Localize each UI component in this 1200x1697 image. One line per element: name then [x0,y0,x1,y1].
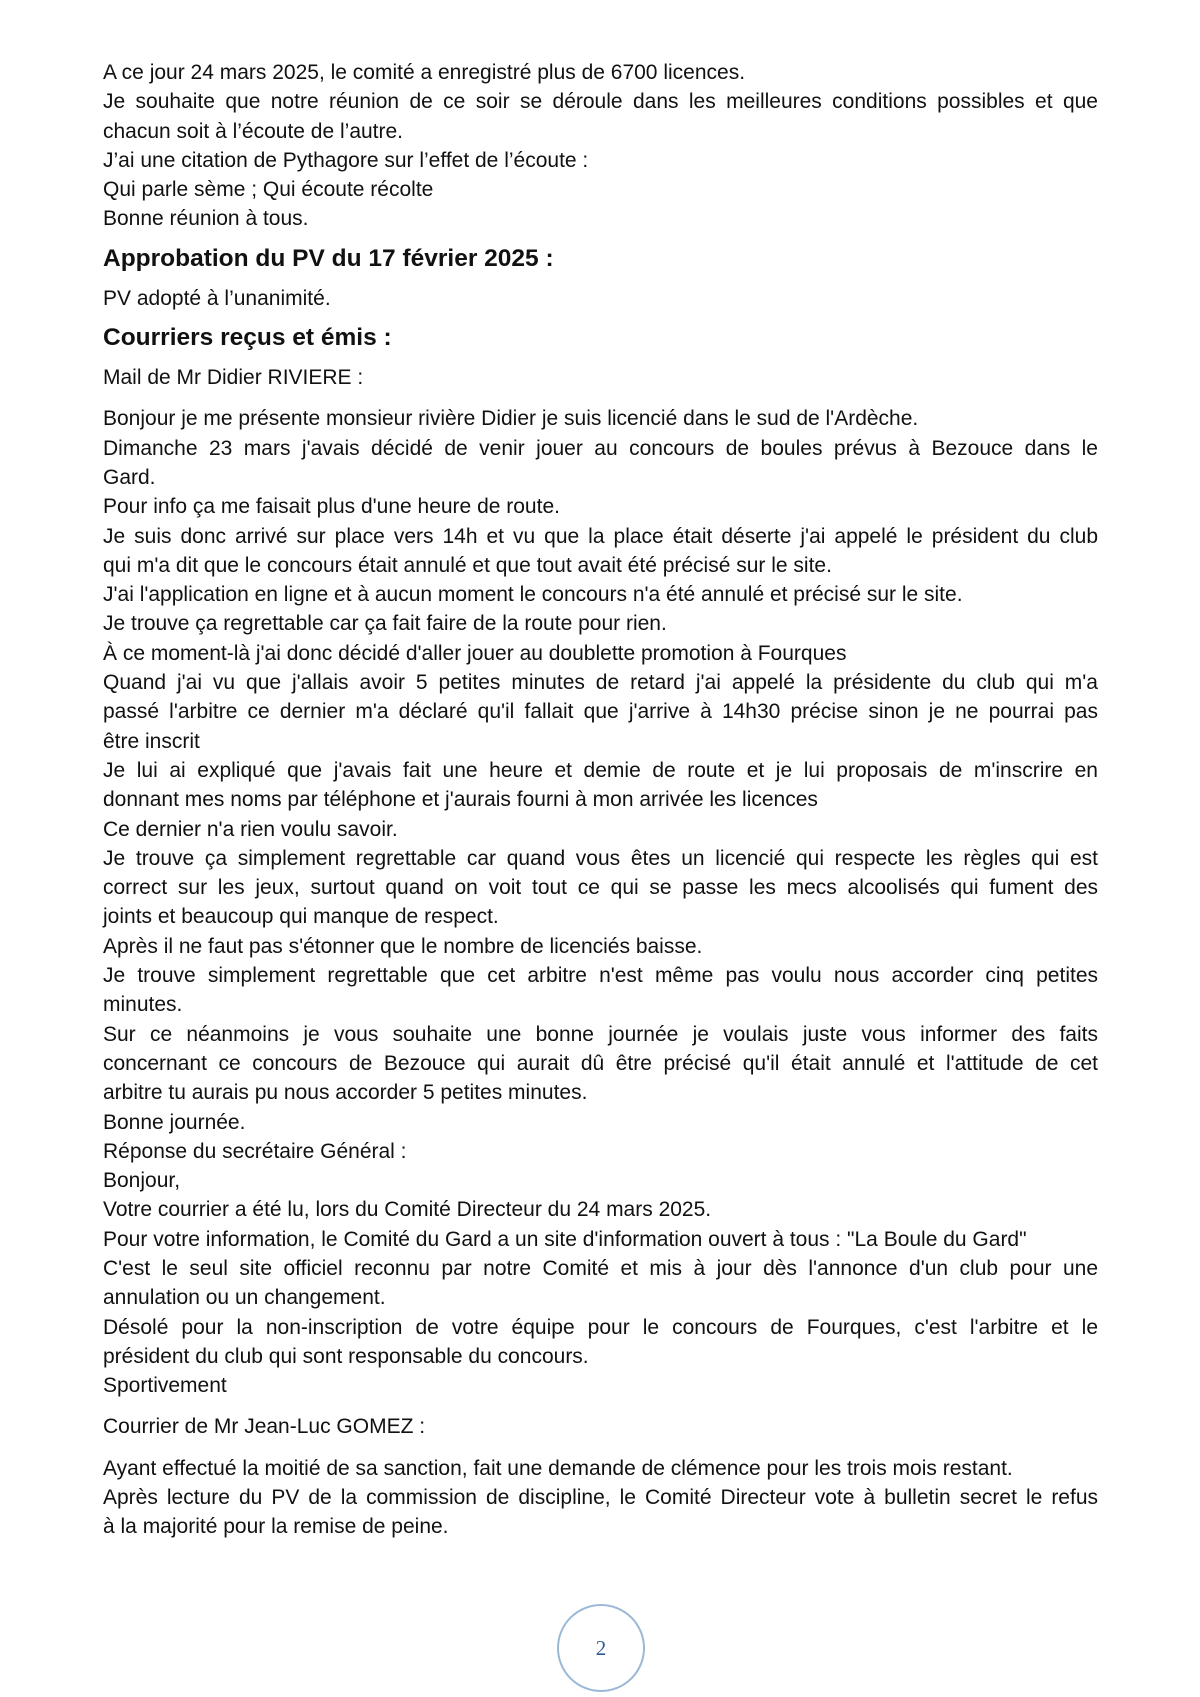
text-line: J'ai l'application en ligne et à aucun moment le concours n'a été annulé et précisé sur le site. [103,583,963,607]
text-line: minutes. [103,993,183,1017]
text-line: Désolé pour la non-inscription de votre équipe pour le concours de Fourques, c'est l'arbitre et le [103,1315,1098,1339]
text-line: Bonne journée. [103,1110,246,1134]
text-line: chacun soit à l’écoute de l’autre. [103,119,404,143]
text-line: Je souhaite que notre réunion de ce soir se déroule dans les meilleures conditions possibles et que [103,90,1098,114]
mail2-body [103,1454,1098,1542]
text-line: Pour votre information, le Comité du Gard a un site d'information ouvert à tous : "La Boule du Gard" [103,1227,1027,1251]
text-line: Ayant effectué la moitié de sa sanction, fait une demande de clémence pour les trois mois restant. [103,1456,1013,1480]
text-line: à la majorité pour la remise de peine. [103,1515,449,1539]
mail1-body [103,404,1098,1400]
page-number-badge [557,1604,645,1692]
text-line: Réponse du secrétaire Général : [103,1139,407,1163]
section-heading-courriers: Courriers reçus et émis : [103,324,392,352]
text-line: qui m'a dit que le concours était annulé et que tout avait été précisé sur le site. [103,553,832,577]
text-line: Quand j'ai vu que j'allais avoir 5 petites minutes de retard j'ai appelé la présidente du club qui m'a [103,671,1098,695]
text-line: Après il ne faut pas s'étonner que le nombre de licenciés baisse. [103,934,703,958]
text-line: joints et beaucoup qui manque de respect. [103,905,499,929]
text-line: Ce dernier n'a rien voulu savoir. [103,817,398,841]
text-line: Dimanche 23 mars j'avais décidé de venir jouer au concours de boules prévus à Bezouce dans le [103,436,1098,460]
text-line: président du club qui sont responsable du concours. [103,1344,589,1368]
text-line: passé l'arbitre ce dernier m'a déclaré qu'il fallait que j'arrive à 14h30 précise sinon je ne pourrai pas [103,700,1098,724]
text-line: Bonne réunion à tous. [103,207,309,231]
text-line: Je suis donc arrivé sur place vers 14h et vu que la place était déserte j'ai appelé le président du club [103,524,1098,548]
text-line: Bonjour je me présente monsieur rivière Didier je suis licencié dans le sud de l'Ardèche. [103,407,919,431]
mail1-title: Mail de Mr Didier RIVIERE : [103,366,364,390]
text-line: Je lui ai expliqué que j'avais fait une heure et demie de route et je lui proposais de m'inscrire en [103,758,1098,782]
text-line: Je trouve ça simplement regrettable car quand vous êtes un licencié qui respecte les règles qui est [103,846,1098,870]
text-line: correct sur les jeux, surtout quand on voit tout ce qui se passe les mecs alcoolisés qui fument des [103,876,1098,900]
text-line: Sur ce néanmoins je vous souhaite une bonne journée je voulais juste vous informer des faits [103,1022,1098,1046]
text-line: Pour info ça me faisait plus d'une heure de route. [103,495,560,519]
text-line: concernant ce concours de Bezouce qui aurait dû être précisé qu'il était annulé et l'attitude de cet [103,1051,1098,1075]
approbation-text: PV adopté à l’unanimité. [103,286,331,310]
text-line: C'est le seul site officiel reconnu par notre Comité et mis à jour dès l'annonce d'un club pour une [103,1256,1098,1280]
text-line: Je trouve ça regrettable car ça fait faire de la route pour rien. [103,612,667,636]
text-line: A ce jour 24 mars 2025, le comité a enregistré plus de 6700 licences. [103,61,746,84]
document-page [103,58,1098,1542]
text-line: Gard. [103,465,156,489]
text-line: Votre courrier a été lu, lors du Comité Directeur du 24 mars 2025. [103,1198,712,1222]
mail2-title: Courrier de Mr Jean-Luc GOMEZ : [103,1415,426,1439]
section-heading-approbation: Approbation du PV du 17 février 2025 : [103,244,554,272]
text-line: Sportivement [103,1374,227,1398]
text-line: Je trouve simplement regrettable que cet arbitre n'est même pas voulu nous accorder cinq petites [103,964,1098,988]
text-line: arbitre tu aurais pu nous accorder 5 petites minutes. [103,1081,588,1105]
text-line: Qui parle sème ; Qui écoute récolte [103,178,434,202]
text-line: être inscrit [103,729,200,753]
page-number: 2 [595,1635,607,1660]
text-line: Après lecture du PV de la commission de discipline, le Comité Directeur vote à bulletin secret le refus [103,1486,1098,1510]
intro-paragraph [103,58,1098,234]
text-line: À ce moment-là j'ai donc décidé d'aller jouer au doublette promotion à Fourques [103,641,847,665]
text-line: J’ai une citation de Pythagore sur l’effet de l’écoute : [103,148,589,172]
text-line: donnant mes noms par téléphone et j'aurais fourni à mon arrivée les licences [103,788,818,812]
text-line: annulation ou un changement. [103,1286,386,1310]
text-line: Bonjour, [103,1169,181,1193]
